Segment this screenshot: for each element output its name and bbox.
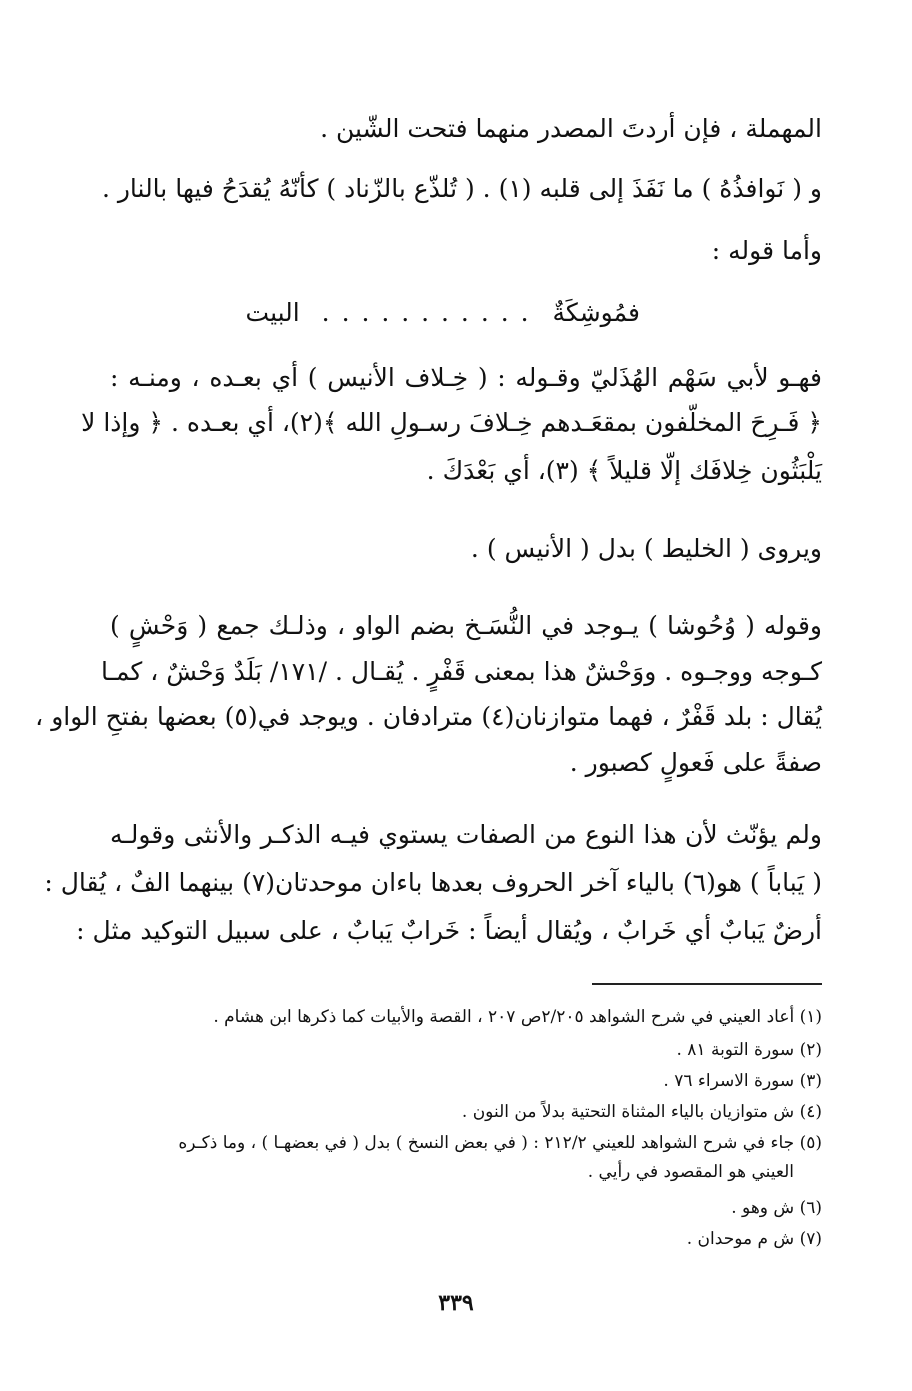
text-line-3: وأما قوله : — [711, 236, 822, 265]
verse-dots: . . . . . . . . . . . — [321, 298, 531, 327]
text-line-14: أرضٌ يَبابٌ أي خَرابٌ ، ويُقال أيضاً : خَرابٌ يَبابٌ ، على سبيل التوكيد مثل : — [76, 916, 822, 945]
verse-word: فمُوشِكَةٌ — [552, 298, 640, 327]
verse-tail: البيت — [245, 298, 300, 327]
text-line-4: فهـو لأبي سَهْم الهُذَليّ وقـوله : ( خِـلاف الأنيس ) أي بعـده ، ومنـه : — [110, 363, 822, 392]
footnote-1: (١) أعاد العيني في شرح الشواهد ٢/٢٠٥ص ٢٠٧ ، القصة والأبيات كما ذكرها ابن هشام . — [213, 1007, 822, 1027]
text-line-2: و ( نَوافذُهُ ) ما نَفَذَ إلى قلبه (١) . ( تُلذّع بالزّناد ) كأنّهُ يُقدَحُ فيها بالنار . — [101, 174, 822, 203]
text-line-7: ويروى ( الخليط ) بدل ( الأنيس ) . — [470, 534, 822, 563]
text-line-12: ولم يؤنّث لأن هذا النوع من الصفات يستوي فيـه الذكـر والأنثى وقولـه — [110, 820, 822, 849]
page-number: ٣٣٩ — [438, 1290, 474, 1316]
footnote-3: (٣) سورة الاسراء ٧٦ . — [663, 1071, 822, 1091]
text-line-1: المهملة ، فإن أردتَ المصدر منهما فتحت الشّين . — [320, 114, 822, 143]
text-line-9: كـوجه ووجـوه . ووَحْشٌ هذا بمعنى قَفْرٍ . يُقـال . /١٧١/ بَلَدٌ وَحْشٌ ، كمـا — [101, 657, 822, 686]
text-line-8: وقوله ( وُحُوشا ) يـوجد في النُّسَـخ بضم الواو ، وذلـك جمع ( وَحْشٍ ) — [110, 611, 822, 640]
verse-line — [245, 296, 640, 330]
footnote-7: (٧) ش م موحدان . — [686, 1229, 822, 1249]
footnote-6: (٦) ش وهو . — [731, 1198, 822, 1218]
footnote-5: (٥) جاء في شرح الشواهد للعيني ٢١٢/٢ : ( في بعض النسخ ) بدل ( في بعضهـا ) ، وما ذكـره — [178, 1133, 822, 1153]
footnote-4: (٤) ش متوازيان بالياء المثناة التحتية بدلاً من النون . — [461, 1102, 822, 1122]
text-line-10: يُقال : بلد قَفْرٌ ، فهما متوازنان(٤) مترادفان . ويوجد في(٥) بعضها بفتحِ الواو ، — [35, 702, 822, 731]
footnote-5-continued: العيني هو المقصود في رأيي . — [587, 1162, 794, 1182]
text-line-13: ( يَباباً ) هو(٦) بالياء آخر الحروف بعدها باءان موحدتان(٧) بينهما الفٌ ، يُقال : — [44, 868, 822, 897]
footnote-2: (٢) سورة التوبة ٨١ . — [676, 1040, 822, 1060]
text-line-11: صفةً على فَعولٍ كصبور . — [569, 748, 822, 777]
footnote-separator — [592, 983, 822, 985]
text-line-6: يَلْبَثُون خِلافَك إلّا قليلاً ﴾ (٣)، أي بَعْدَكَ . — [426, 456, 822, 485]
text-line-5: ﴿ فَـرِحَ المخلّفون بمقعَـدهم خِـلافَ رسـولِ الله ﴾(٢)، أي بعـده . ﴿ وإذا لا — [81, 408, 822, 437]
